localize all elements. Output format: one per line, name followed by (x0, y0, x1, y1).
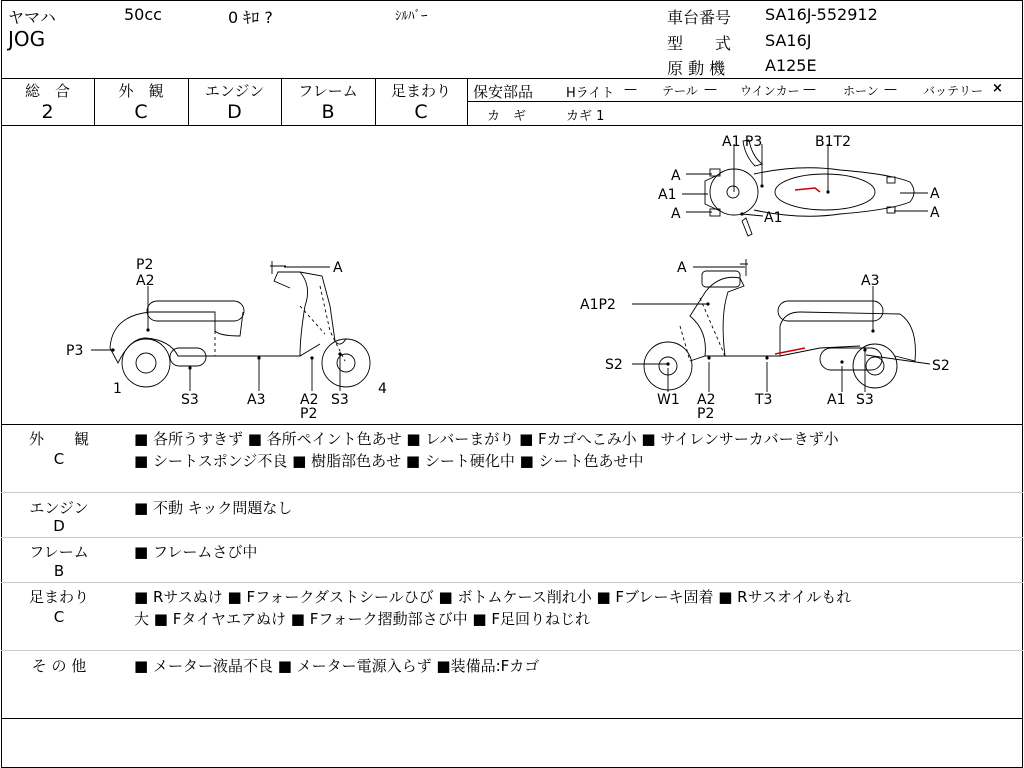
note-other-category: そ の 他 (31, 657, 87, 675)
top-label-a1-left: A1 (658, 187, 677, 203)
right-label-s2-front: S2 (605, 357, 623, 373)
maker-name: ヤマハ (8, 8, 56, 27)
mileage: 0 ｷﾛ ? (228, 8, 273, 27)
type-label: 型 式 (667, 34, 732, 53)
type-value: SA16J (765, 31, 812, 50)
grade-frame-value: B (321, 101, 335, 123)
seat-top (775, 174, 875, 210)
note-engine-line-1: ■ 不動 キック問題なし (134, 499, 293, 517)
grade-overall-value: 2 (41, 101, 54, 123)
right-label-t3: T3 (755, 392, 773, 408)
left-label-p3: P3 (66, 343, 84, 359)
displacement: 50cc (124, 5, 162, 24)
grade-exterior-label: 外 観 (118, 82, 164, 100)
left-label-p2-top: P2 (136, 257, 154, 273)
safety-battery-name: バッテリー (923, 84, 984, 98)
safety-tail-name: テール (662, 84, 698, 98)
safety-headlight-name: Hライト (566, 86, 615, 101)
notes-divider-1 (1, 492, 1023, 493)
safety-winker-name: ウインカー (740, 84, 800, 98)
seat-right (778, 301, 883, 321)
note-engine-category: エンジン (29, 499, 89, 517)
grade-engine-label: エンジン (204, 82, 265, 100)
note-other-line-1: ■ メーター液晶不良 ■ メーター電源入らず ■装備品:Fカゴ (134, 657, 540, 675)
seat-left (147, 301, 244, 321)
note-engine-grade: D (53, 517, 65, 535)
right-label-a3: A3 (861, 273, 880, 289)
note-exterior-line-1: ■ 各所うすきず ■ 各所ペイント色あせ ■ レバーまがり ■ Fカゴへこみ小 ■ サイレンサーカバーきず小 (134, 430, 839, 448)
top-label-a-2: A (671, 206, 681, 222)
safety-tail-status: — (704, 82, 717, 97)
grade-mid-divider (467, 101, 1022, 102)
rear-wheel-right (853, 344, 897, 388)
notes-bottom-divider (1, 718, 1022, 719)
right-label-a2: A2 (697, 392, 716, 408)
note-exterior-grade: C (53, 450, 65, 468)
top-label-a1p3: A1 P3 (722, 134, 763, 150)
right-label-w1: W1 (657, 392, 680, 408)
safety-parts-label: 保安部品 (473, 83, 534, 101)
note-suspension-line-2: 大 ■ Fタイヤエアぬけ ■ Fフォーク摺動部さび中 ■ F足回りねじれ (134, 610, 590, 628)
safety-horn-status: — (884, 82, 897, 97)
grade-col-divider-5 (467, 78, 468, 125)
grade-engine-value: D (227, 101, 242, 123)
damage-diagram (0, 126, 1024, 426)
left-label-4: 4 (378, 381, 387, 397)
grade-exterior-value: C (134, 101, 148, 123)
right-label-s2-rear: S2 (932, 358, 950, 374)
note-frame-grade: B (53, 562, 65, 580)
note-frame-line-1: ■ フレームさび中 (134, 543, 258, 561)
safety-winker-status: — (803, 82, 816, 97)
notes-divider-3 (1, 582, 1023, 583)
left-label-a2-bottom: A2 (300, 392, 319, 408)
engine-value: A125E (765, 56, 817, 75)
safety-headlight-status: — (624, 82, 637, 97)
left-label-a3: A3 (247, 392, 266, 408)
model-name: JOG (8, 27, 46, 51)
top-label-a-3: A (930, 186, 940, 202)
note-frame-category: フレーム (29, 543, 89, 561)
top-label-b1t2: B1T2 (815, 134, 851, 150)
left-label-s3-front: S3 (331, 392, 349, 408)
key-value: カギ 1 (566, 109, 605, 124)
left-label-a-handle: A (333, 260, 343, 276)
safety-battery-status: × (992, 81, 1003, 96)
top-label-a1-bottom: A1 (764, 210, 783, 226)
right-label-a-handle: A (677, 260, 687, 276)
frame-no: SA16J-552912 (765, 5, 878, 24)
note-suspension-line-1: ■ Rサスぬけ ■ Fフォークダストシールひび ■ ボトムケース削れ小 ■ Fブレーキ固着 ■ Rサスオイルもれ (134, 588, 852, 606)
left-label-s3-rear: S3 (181, 392, 199, 408)
left-label-p2-bottom: P2 (300, 406, 318, 422)
grade-overall-label: 総 合 (24, 82, 70, 100)
right-label-p2: P2 (697, 406, 715, 422)
safety-horn-name: ホーン (843, 84, 879, 98)
engine-label: 原 動 機 (667, 59, 726, 78)
right-label-s3: S3 (856, 392, 874, 408)
left-label-1: 1 (113, 381, 122, 397)
notes-divider-4 (1, 650, 1023, 651)
top-label-a-4: A (930, 205, 940, 221)
left-label-a2-top: A2 (136, 273, 155, 289)
right-label-a1: A1 (827, 392, 846, 408)
scooter-top-view (705, 140, 914, 236)
note-exterior-category: 外 観 (28, 430, 89, 448)
top-label-a-1: A (671, 168, 681, 184)
grade-suspension-value: C (414, 101, 428, 123)
header-divider (1, 78, 1022, 79)
note-suspension-grade: C (53, 608, 65, 626)
right-label-a1p2: A1P2 (580, 297, 616, 313)
grade-frame-label: フレーム (298, 82, 358, 100)
grade-suspension-label: 足まわり (390, 82, 451, 100)
color-name: ｼﾙﾊﾞｰ (395, 9, 428, 24)
key-label: カ ギ (487, 109, 527, 124)
note-suspension-category: 足まわり (28, 588, 89, 606)
leader-lines (91, 144, 930, 392)
front-wheel-left (322, 339, 370, 387)
notes-divider-2 (1, 537, 1023, 538)
frame-no-label: 車台番号 (667, 8, 732, 27)
note-exterior-line-2: ■ シートスポンジ不良 ■ 樹脂部色あせ ■ シート硬化中 ■ シート色あせ中 (134, 452, 644, 470)
